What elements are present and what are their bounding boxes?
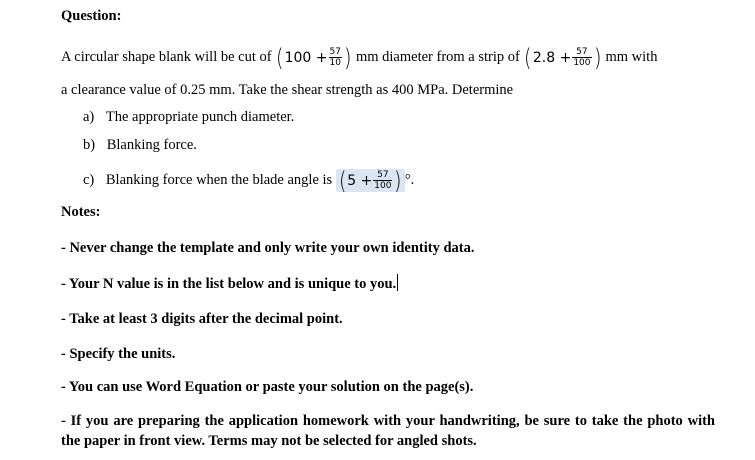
note-item-3: - Take at least 3 digits after the decimal point.: [61, 311, 343, 327]
angle-unit: °.: [404, 171, 415, 188]
strip-fraction: [572, 47, 591, 68]
note-item-2-text: - Your N value is in the list below and is unique to you.: [61, 276, 397, 292]
diameter-plus: +: [315, 49, 328, 66]
angle-plus: +: [360, 172, 373, 189]
item-c-text: Blanking force when the blade angle is: [105, 171, 333, 188]
text-cursor: [397, 274, 398, 291]
question-item-b: [83, 135, 197, 155]
question-line-2: a clearance value of 0.25 mm. Take the shear strength as 400 MPa. Determine: [61, 82, 514, 98]
note-item-6: - If you are preparing the application homework with your handwriting, be sure to take the photo with the paper in front view. Terms may not be selected for angled shots.: [61, 413, 715, 449]
angle-base: 5: [347, 172, 357, 189]
diameter-fraction: [329, 47, 342, 68]
item-b-text: Blanking force.: [106, 137, 197, 153]
item-a-text: The appropriate punch diameter.: [105, 109, 295, 125]
line1-start-text: A circular shape blank will be cut of: [61, 49, 272, 65]
item-c-marker: c): [83, 171, 95, 188]
question-line-1: [61, 43, 658, 72]
strip-frac-num: 57: [572, 47, 591, 58]
question-item-a: [83, 107, 294, 127]
angle-frac-num: 57: [373, 170, 392, 181]
diameter-equation[interactable]: (100 + $\frac{57}{10}$ ): [276, 43, 352, 72]
question-item-c: [83, 166, 415, 195]
item-a-marker: a): [83, 109, 95, 125]
strip-plus: +: [559, 49, 572, 66]
line1-end-text: mm with: [605, 49, 658, 65]
angle-fraction: [373, 170, 392, 191]
strip-base: 2.8: [532, 49, 556, 66]
line1-mid-text: mm diameter from a strip of: [355, 49, 520, 65]
question-heading: Question:: [61, 8, 122, 24]
strip-frac-den: 100: [573, 58, 591, 69]
item-b-marker: b): [83, 137, 96, 153]
note-item-2: [61, 274, 398, 294]
diameter-frac-den: 10: [329, 58, 341, 69]
notes-heading: Notes:: [61, 204, 101, 220]
angle-equation[interactable]: (5 + $\frac{57}{100}$ ): [336, 169, 405, 192]
diameter-frac-num: 57: [329, 47, 341, 58]
note-item-5: - You can use Word Equation or paste your solution on the page(s).: [61, 379, 474, 395]
note-item-1: - Never change the template and only write your own identity data.: [61, 240, 475, 256]
note-item-4: - Specify the units.: [61, 346, 176, 362]
diameter-base: 100: [284, 49, 312, 66]
strip-equation[interactable]: (2.8 + $\frac{57}{100}$ ): [524, 43, 601, 72]
angle-frac-den: 100: [374, 181, 392, 191]
